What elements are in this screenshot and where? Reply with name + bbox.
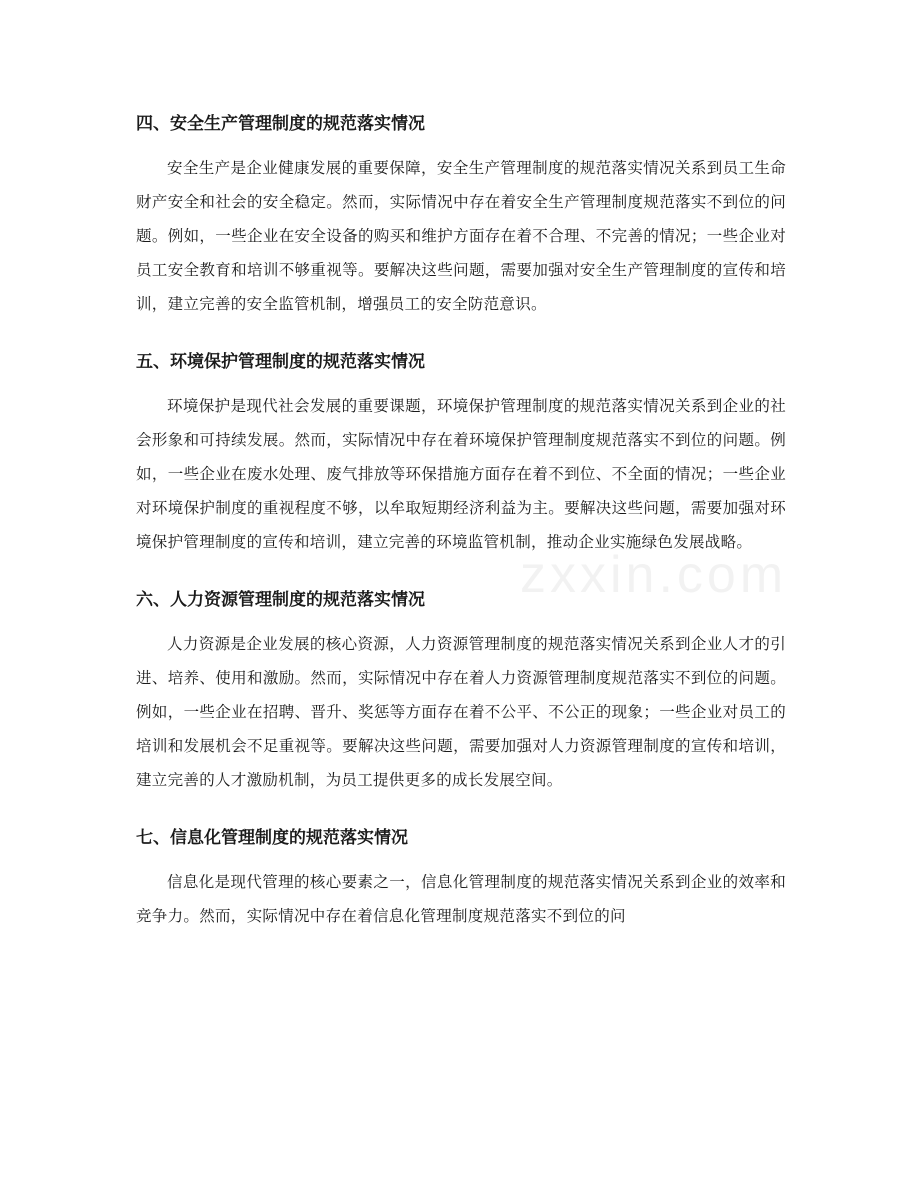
section-environment <box>136 335 786 559</box>
section-paragraph: 人力资源是企业发展的核心资源，人力资源管理制度的规范落实情况关系到企业人才的引进、培养、使用和激励。然而，实际情况中存在着人力资源管理制度规范落实不到位的问题。例如，一些企业在招聘、晋升、奖惩等方面存在着不公平、不公正的现象；一些企业对员工的培训和发展机会不足重视等。要解决这些问题，需要加强对人力资源管理制度的宣传和培训，建立完善的人才激励机制，为员工提供更多的成长发展空间。 <box>136 635 786 789</box>
section-heading: 四、安全生产管理制度的规范落实情况 <box>136 114 425 134</box>
section-paragraph: 环境保护是现代社会发展的重要课题，环境保护管理制度的规范落实情况关系到企业的社会形象和可持续发展。然而，实际情况中存在着环境保护管理制度规范落实不到位的问题。例如，一些企业在废水处理、废气排放等环保措施方面存在着不到位、不全面的情况；一些企业对环境保护制度的重视程度不够，以牟取短期经济利益为主。要解决这些问题，需要加强对环境保护管理制度的宣传和培训，建立完善的环境监管机制，推动企业实施绿色发展战略。 <box>136 397 786 551</box>
section-informatization <box>136 811 786 933</box>
document-page <box>136 97 786 947</box>
section-human-resources <box>136 573 786 797</box>
section-paragraph: 安全生产是企业健康发展的重要保障，安全生产管理制度的规范落实情况关系到员工生命财产安全和社会的安全稳定。然而，实际情况中存在着安全生产管理制度规范落实不到位的问题。例如，一些企业在安全设备的购买和维护方面存在着不合理、不完善的情况；一些企业对员工安全教育和培训不够重视等。要解决这些问题，需要加强对安全生产管理制度的宣传和培训，建立完善的安全监管机制，增强员工的安全防范意识。 <box>136 159 786 313</box>
section-heading: 六、人力资源管理制度的规范落实情况 <box>136 590 425 610</box>
section-safety <box>136 97 786 321</box>
section-paragraph: 信息化是现代管理的核心要素之一，信息化管理制度的规范落实情况关系到企业的效率和竞争力。然而，实际情况中存在着信息化管理制度规范落实不到位的问 <box>136 873 786 925</box>
section-heading: 五、环境保护管理制度的规范落实情况 <box>136 352 425 372</box>
watermark: zxxin.com <box>520 546 788 604</box>
section-heading: 七、信息化管理制度的规范落实情况 <box>136 828 408 848</box>
